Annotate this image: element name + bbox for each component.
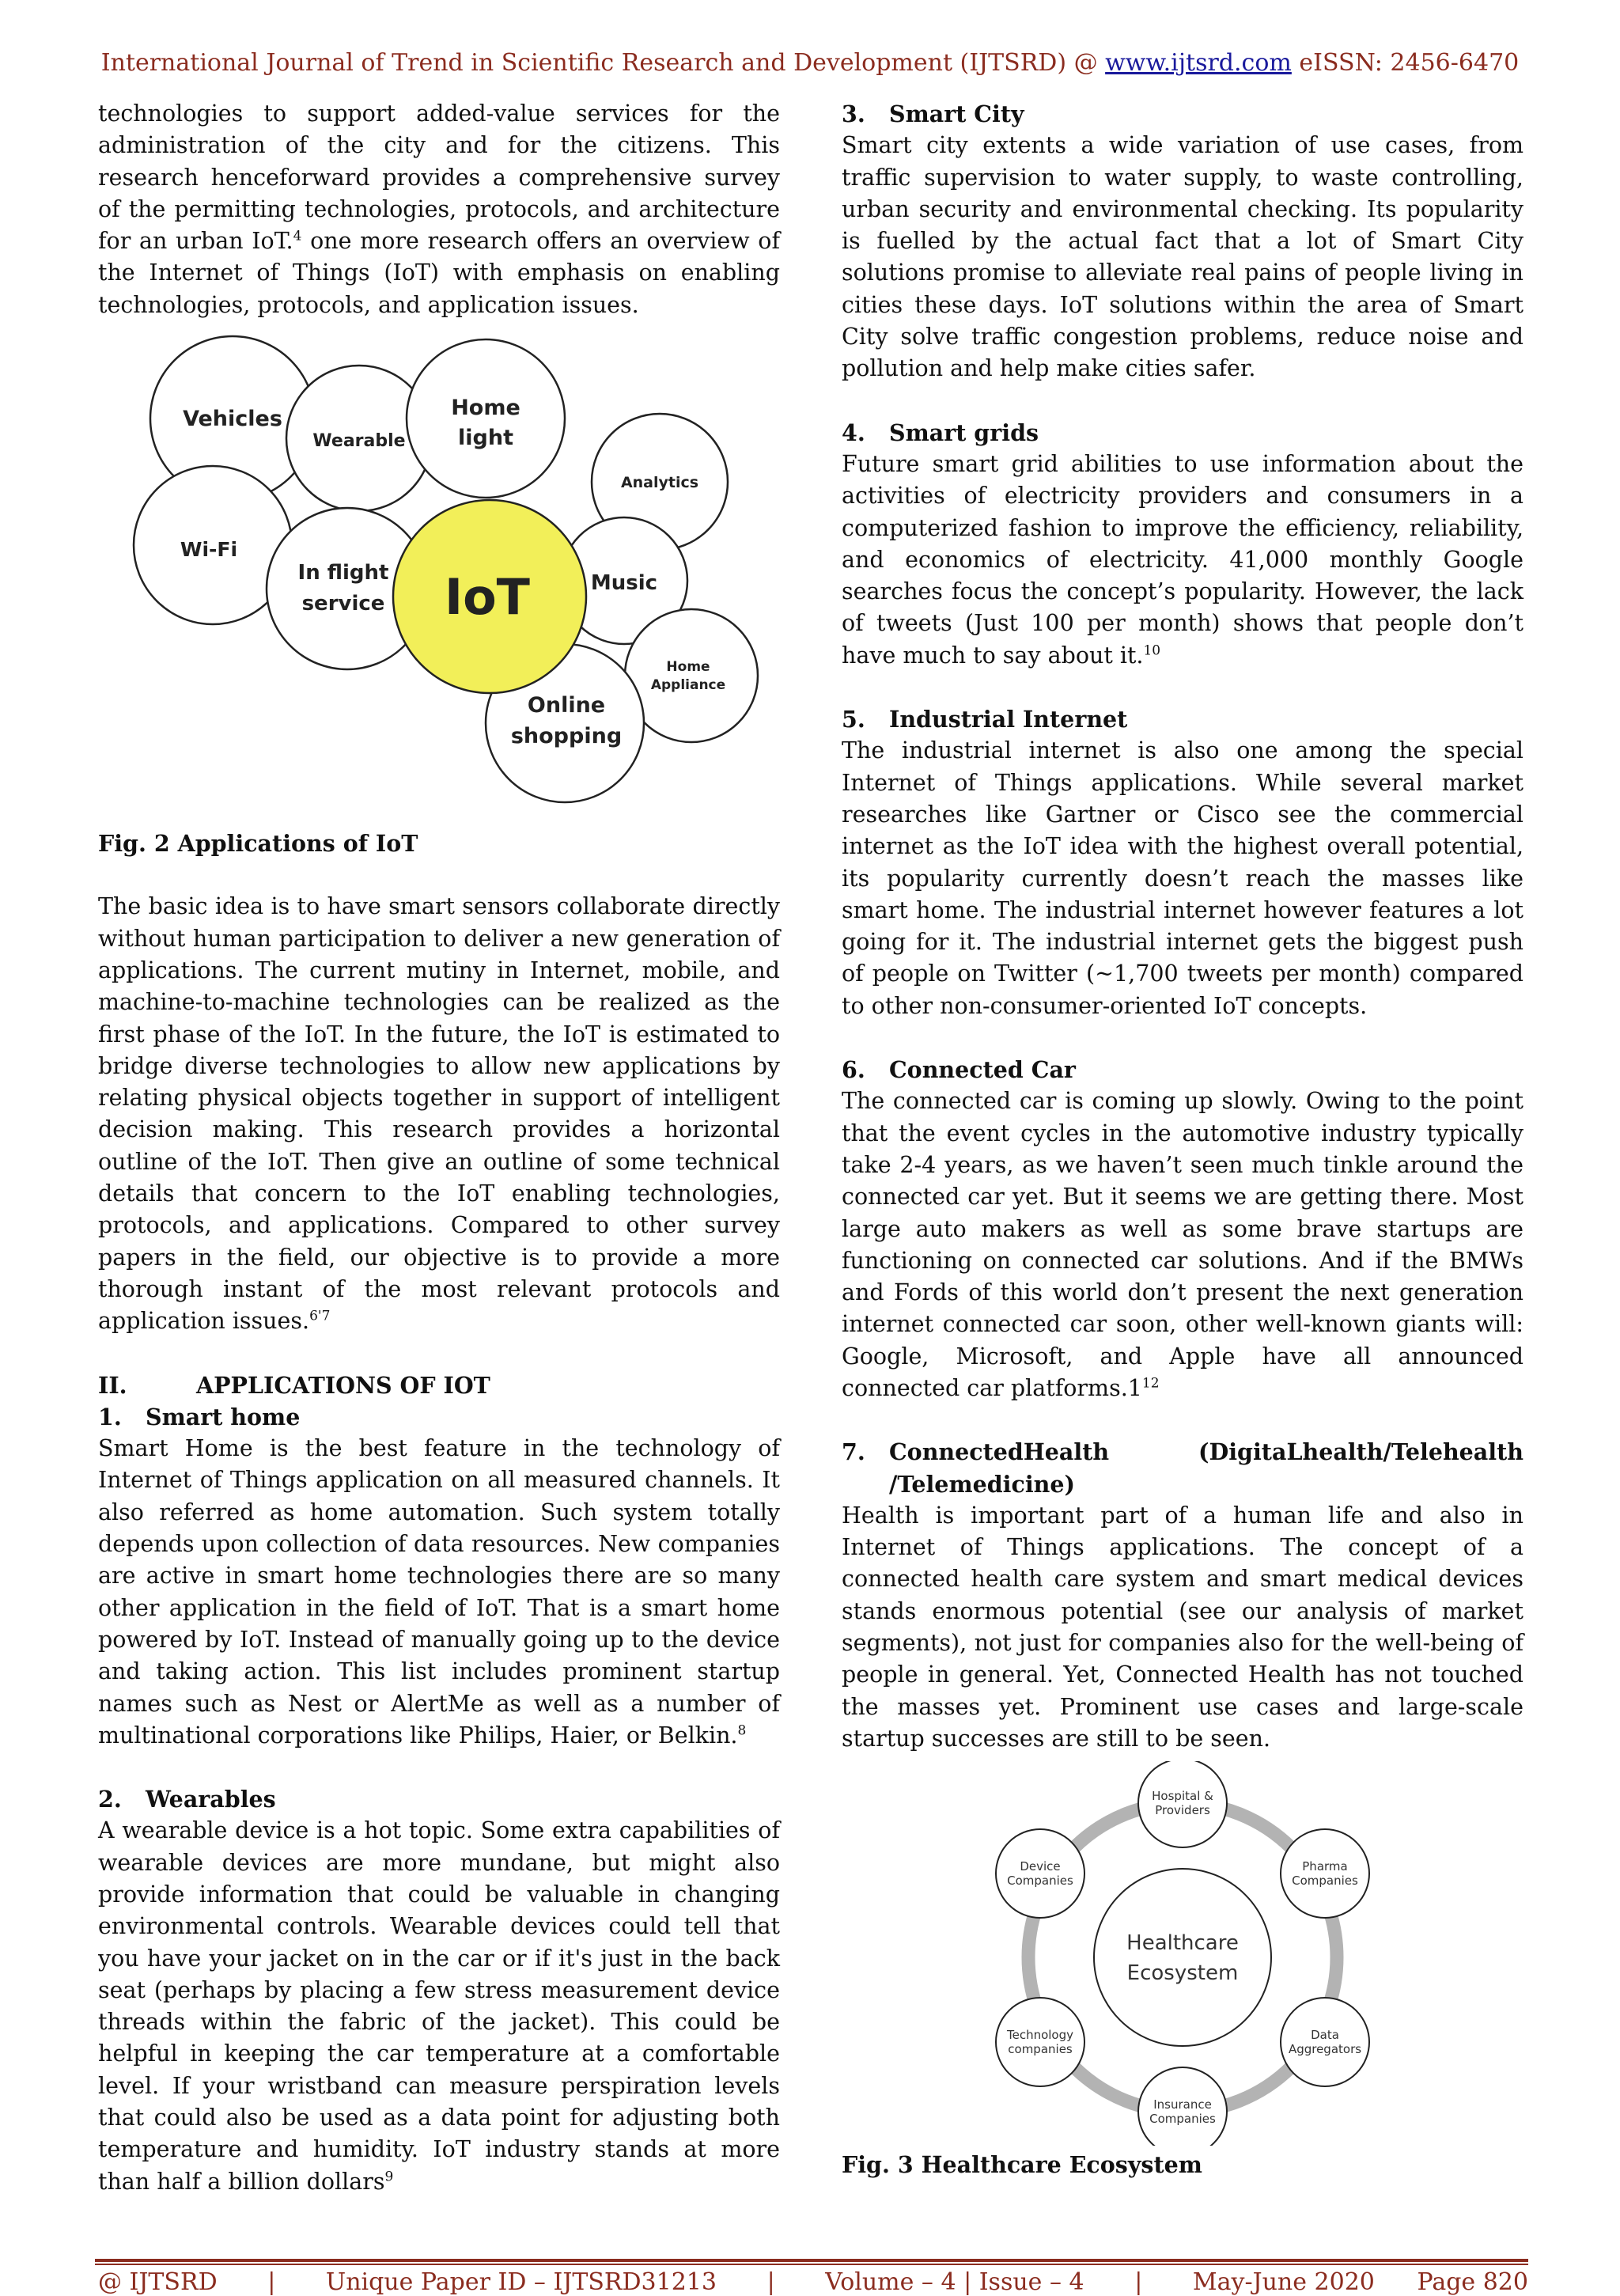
online-shopping-label-2: shopping [510,724,623,749]
left-column [98,98,780,2198]
insurance-label-2: Companies [1149,2112,1216,2127]
online-shopping-label-1: Online [527,693,606,718]
right-column [842,98,1523,2181]
device-label-1: Device [1020,1859,1061,1874]
pharma-label-2: Companies [1292,1874,1358,1889]
connected-health-heading-cont: /Telemedicine) [889,1470,1075,1498]
vehicles-label: Vehicles [183,407,282,432]
header-link[interactable]: www.ijtsrd.com [1105,49,1292,77]
running-header [0,49,1620,77]
smart-home-paragraph: Smart Home is the best feature in the technology of Internet of Things application on all measured channels. It also referred as home automation. Such system totally depends upon collection of data resources. New companies are active in smart home technologies there are so many other application in the field of IoT. That is a smart home powered by IoT. Instead of manually going up to the device and taking action. This list includes prominent startup names such as Nest or AlertMe as well as a number of multinational corporations like Philips, Haier, or Belkin.$^8$ [98,1435,780,1749]
footer-sep-3: | [1134,2268,1143,2296]
smart-grids-paragraph: Future smart grid abilities to use information about the activities of electricity providers and consumers in a computerized fashion to improve the efficiency, reliability, and economics of electricity. 41,000 monthly Google searches focus the concept’s popularity. However, the lack of tweets (Just 100 per month) shows that people don’t have much to say about it.$^{10}$ [842,450,1523,669]
insurance-label-1: Insurance [1153,2097,1212,2112]
wearables-paragraph: A wearable device is a hot topic. Some extra capabilities of wearable devices are more mundane, but might also provide information that could be valuable in changing environmental controls. Wearable devices could tell that you have your jacket on in the car or if it's just in the back seat (perhaps by placing a few stress measurement device threads within the fabric of the jacket). This could be helpful in keeping the car temperature at a comfortable level. If your wristband can measure perspiration levels that could also be used as a data point for adjusting both temperature and humidity. IoT industry stands at more than half a billion dollars$^9$ [98,1817,780,2195]
running-footer [98,2268,1528,2296]
smart-home-heading: 1. Smart home [98,1403,301,1430]
technology-label-1: Technology [1006,2028,1074,2043]
hospital-label-2: Providers [1155,1803,1210,1818]
home-appliance-label-1: Home [666,659,710,676]
footer-paper-id: Unique Paper ID – IJTSRD31213 [325,2268,717,2296]
fig2-caption: Fig. 2 Applications of IoT [98,830,418,858]
footer-volume: Volume – 4 | Issue – 4 [825,2268,1084,2296]
smart-city-paragraph: Smart city extents a wide variation of use cases, from traffic supervision to water supply, to waste controlling, urban security and environmental checking. Its popularity is fuelled by the actual fact that a lot of Smart City solutions promise to alleviate real pains of people living in cities these days. IoT solutions within the area of Smart City solve traffic congestion problems, reduce noise and pollution and help make cities safer. [842,132,1523,382]
ecosystem-center-circle [1094,1869,1271,2046]
iot-center-label: IoT [445,568,530,627]
iot-applications-figure [98,328,780,828]
music-label: Music [590,571,658,596]
in-flight-label-2: service [301,592,385,616]
healthcare-ecosystem-figure [842,1761,1523,2146]
industrial-internet-heading: 5. Industrial Internet [842,706,1128,733]
wearable-label: Wearable [312,431,406,452]
header-issn: eISSN: 2456-6470 [1291,49,1520,77]
connected-car-paragraph: The connected car is coming up slowly. Owing to the point that the event cycles in the automotive industry typically take 2-4 years, as we haven’t seen much tinkle around the connected car yet. But it seems we are getting there. Most large auto makers as well as some brave startups are functioning on connected car solutions. And if the BMWs and Fords of this world don’t present the next generation internet connected car soon, other well-known giants will: Google, Microsoft, and Apple have all announced connected car $platforms.1^{12}$ [842,1088,1523,1401]
data-label-2: Aggregators [1288,2042,1362,2057]
connected-health-heading: 7. ConnectedHealth (DigitaLhealth/Telehealth [842,1438,1523,1466]
smart-grids-heading: 4. Smart grids [842,419,1039,446]
footer-sep-1: | [267,2268,276,2296]
home-appliance-label-2: Appliance [650,677,726,694]
footer-date: May-June 2020 [1192,2268,1375,2296]
ecosystem-center-label-2: Ecosystem [1126,1961,1239,1986]
analytics-label: Analytics [620,474,699,492]
hospital-label-1: Hospital & [1152,1789,1213,1804]
footer-rule [95,2259,1528,2262]
footer-page: Page 820 [1417,2268,1528,2296]
intro-paragraph: technologies to support added-value services for the administration of the city and for the citizens. This research henceforward provides a comprehensive survey of the permitting technologies, protocols, and architecture for an urban IoT.$^4$ one more research offers an overview of the Internet of Things (IoT) with emphasis on enabling technologies, protocols, and application issues. [98,100,780,318]
smart-city-heading: 3. Smart City [842,100,1024,127]
in-flight-label-1: In flight [297,561,389,585]
footer-sep-2: | [766,2268,775,2296]
home-light-label-2: light [458,426,513,451]
footer-org: @ IJTSRD [98,2268,218,2296]
device-label-2: Companies [1007,1874,1073,1889]
data-label-1: Data [1311,2028,1339,2043]
header-journal: International Journal of Trend in Scientific Research and Development (IJTSRD) @ [100,49,1106,77]
wearables-heading: 2. Wearables [98,1786,276,1813]
footer-rule-thin [95,2264,1528,2265]
home-light-label-1: Home [451,396,520,421]
fig3-caption: Fig. 3 Healthcare Ecosystem [842,2151,1202,2179]
section-heading-applications: II. APPLICATIONS OF IOT [98,1371,490,1399]
ecosystem-center-label-1: Healthcare [1126,1931,1239,1956]
pharma-label-1: Pharma [1302,1859,1348,1874]
connected-car-heading: 6. Connected Car [842,1056,1076,1084]
connected-health-paragraph: Health is important part of a human life and also in Internet of Things applications. The concept of a connected health care system and smart medical devices stands enormous potential (see our analysis of market segments), not just for companies also for the well-being of people in general. Yet, Connected Health has not touched the masses yet. Prominent use cases and large-scale startup successes are still to be seen. [842,1502,1523,1752]
basic-idea-paragraph: The basic idea is to have smart sensors collaborate directly without human participation to deliver a new generation of applications. The current mutiny in Internet, mobile, and machine-to-machine technologies can be realized as the first phase of the IoT. In the future, the IoT is estimated to bridge diverse technologies to allow new applications by relating physical objects together in support of intelligent decision making. This research provides a horizontal outline of the IoT. Then give an outline of some technical details that concern to the IoT enabling technologies, protocols, and applications. Compared to other survey papers in the field, our objective is to provide a more thorough instant of the most relevant protocols and application issues.$^{6'7}$ [98,893,780,1335]
industrial-internet-paragraph: The industrial internet is also one among the special Internet of Things applications. While several market researches like Gartner or Cisco see the commercial internet as the IoT idea with the highest overall potential, its popularity currently doesn’t reach the masses like smart home. The industrial internet however features a lot going for it. The industrial internet gets the biggest push of people on Twitter (~1,700 tweets per month) compared to other non-consumer-oriented IoT concepts. [842,737,1523,1019]
technology-label-2: companies [1008,2042,1073,2057]
wifi-label: Wi-Fi [180,538,238,562]
